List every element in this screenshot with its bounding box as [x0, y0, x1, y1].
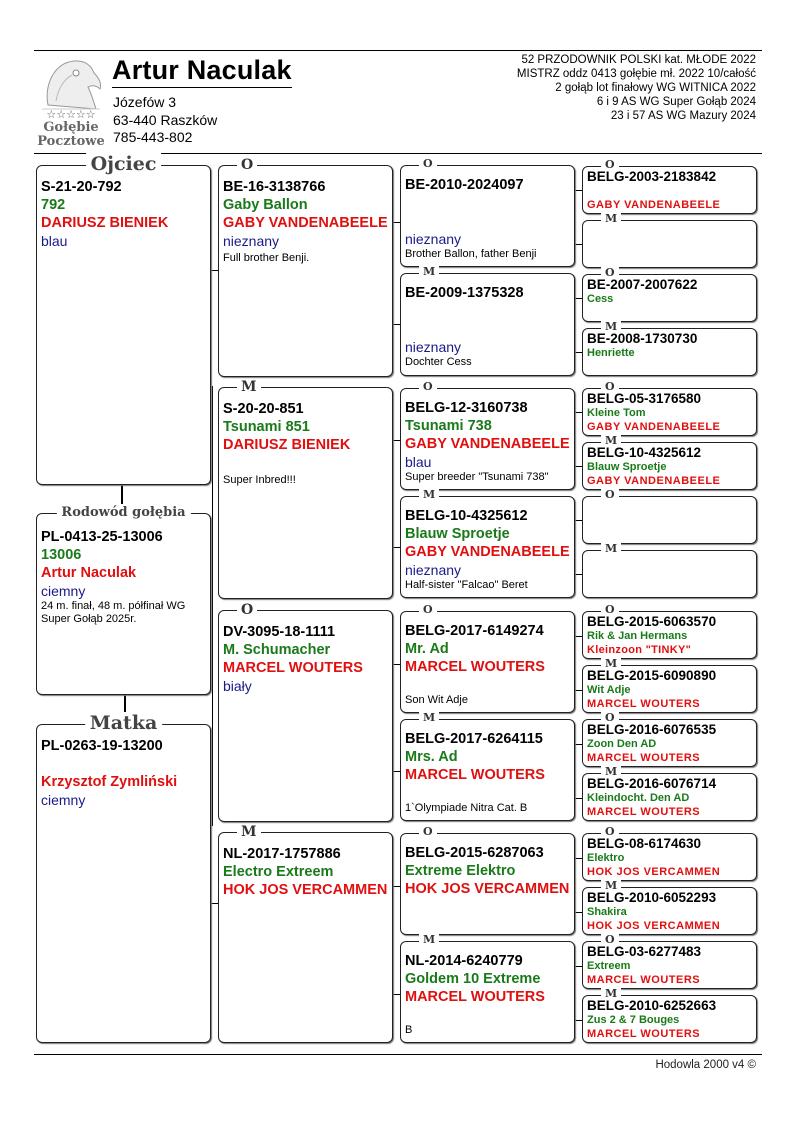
ring-number: BELG-2003-2183842	[587, 169, 717, 184]
connector-line	[392, 994, 400, 995]
gen3-card[interactable]	[400, 603, 575, 713]
ring-number: PL-0413-25-13006	[41, 529, 163, 545]
parent-label: M	[237, 379, 261, 395]
achievement: 2 gołąb lot finałowy WG WITNICA 2022	[555, 82, 756, 94]
connector-line	[574, 520, 582, 521]
owner-phone: 785-443-802	[113, 129, 193, 145]
note: Dochter Cess	[405, 356, 472, 368]
gen4-card[interactable]	[582, 158, 757, 214]
gen2-card[interactable]	[218, 157, 393, 377]
breeder: GABY VANDENABEELE	[587, 199, 721, 211]
color: nieznany	[405, 231, 462, 247]
breeder: GABY VANDENABEELE	[405, 436, 570, 452]
ring-number: BELG-10-4325612	[405, 508, 528, 524]
pigeon-name-empty	[41, 755, 207, 773]
breeder: GABY VANDENABEELE	[587, 421, 721, 433]
parent-label: O	[601, 603, 619, 617]
ring-number: PL-0263-19-13200	[41, 738, 163, 754]
ring-number: BELG-2010-6052293	[587, 890, 717, 905]
connector-line	[212, 386, 213, 826]
connector-line	[574, 690, 582, 691]
ring-number: BE-2010-2024097	[405, 177, 524, 193]
breeder: HOK JOS VERCAMMEN	[223, 882, 388, 898]
ring-number: BELG-2017-6264115	[405, 731, 543, 747]
top-rule	[34, 50, 762, 51]
connector-line	[392, 771, 400, 772]
note: 24 m. finał, 48 m. półfinał WG Super Gołąb 2025r.	[41, 600, 186, 625]
pigeon-name: Henriette	[587, 347, 635, 359]
pigeon-name: Goldem 10 Extreme	[405, 971, 541, 987]
pigeon-name: Extreem	[587, 960, 631, 972]
color: nieznany	[223, 233, 280, 249]
owner-address-city: 63-440 Raszków	[113, 112, 218, 128]
footer-text: Hodowla 2000 v4 ©	[655, 1059, 756, 1071]
ring-number: BELG-03-6277483	[587, 944, 702, 959]
breeder: MARCEL WOUTERS	[587, 806, 701, 818]
connector-line	[574, 298, 582, 299]
parent-label: M	[419, 711, 439, 725]
parent-label: M	[601, 987, 621, 1001]
color: blau	[405, 454, 432, 470]
parent-label: O	[601, 158, 619, 172]
pigeon-name: Mr. Ad	[405, 641, 449, 657]
connector-line	[392, 664, 400, 665]
gen2-card[interactable]	[218, 602, 393, 822]
connector-line	[574, 466, 582, 467]
parent-label: M	[601, 320, 621, 334]
father-label: Ojciec	[86, 153, 162, 175]
pigeon-name: Extreme Elektro	[405, 863, 516, 879]
parent-label: O	[419, 825, 437, 839]
gen4-card[interactable]	[582, 765, 757, 821]
color: nieznany	[405, 562, 462, 578]
breeder: Kleinzoon "TINKY"	[587, 644, 692, 656]
pigeon-name: Electro Extreem	[223, 864, 334, 880]
parent-label: M	[601, 212, 621, 226]
breeder: Artur Naculak	[41, 565, 137, 581]
svg-text:Gołębie: Gołębie	[43, 120, 99, 135]
parent-label: O	[237, 157, 257, 173]
stars-icon: ☆☆☆☆☆	[46, 108, 96, 121]
svg-text:Pocztowe: Pocztowe	[37, 134, 105, 147]
pigeon-name: Tsunami 851	[223, 419, 310, 435]
pigeon-name: Gaby Ballon	[223, 197, 308, 213]
ring-number: BELG-2015-6287063	[405, 845, 544, 861]
gen3-card[interactable]	[400, 825, 575, 935]
ring-number: NL-2014-6240779	[405, 953, 523, 969]
note: Half-sister "Falcao" Beret	[405, 579, 528, 591]
pigeon-name: Wit Adje	[587, 684, 631, 696]
breeder: MARCEL WOUTERS	[587, 698, 701, 710]
parent-label: O	[601, 933, 619, 947]
connector-line	[574, 1020, 582, 1021]
connector-line	[392, 324, 400, 325]
connector-line	[574, 244, 582, 245]
breeder: MARCEL WOUTERS	[405, 989, 545, 1005]
parent-label: M	[601, 879, 621, 893]
subject-card[interactable]	[36, 505, 211, 695]
gen3-card[interactable]	[400, 380, 575, 490]
pigeon-name: Kleine Tom	[587, 407, 646, 419]
color: blau	[41, 233, 68, 249]
pigeon-name: Blauw Sproetje	[405, 526, 510, 542]
ring-number: BELG-05-3176580	[587, 391, 702, 406]
gen4-card[interactable]	[582, 825, 757, 881]
parent-label: O	[419, 603, 437, 617]
ring-number: DV-3095-18-1111	[223, 624, 336, 640]
breeder: GABY VANDENABEELE	[587, 475, 721, 487]
gen4-card[interactable]	[582, 987, 757, 1043]
breeder: MARCEL WOUTERS	[405, 659, 545, 675]
pigeon-name: Kleindocht. Den AD	[587, 792, 690, 804]
ring-number: BELG-2016-6076714	[587, 776, 717, 791]
achievements-list	[517, 53, 756, 123]
note: B	[405, 1024, 413, 1036]
gen4-card[interactable]	[582, 603, 757, 659]
connector-line	[574, 858, 582, 859]
pigeon-name-empty	[587, 185, 753, 198]
ring-number: BELG-08-6174630	[587, 836, 702, 851]
gen4-card[interactable]	[582, 711, 757, 767]
ring-number: S-20-20-851	[223, 401, 304, 417]
parent-label: O	[601, 488, 619, 502]
ring-number: BELG-2015-6090890	[587, 668, 717, 683]
note: Brother Ballon, father Benji	[405, 248, 537, 260]
gen4-card[interactable]	[582, 320, 757, 376]
note: Super breeder "Tsunami 738"	[405, 471, 549, 483]
ring-number: BELG-2015-6063570	[587, 614, 717, 629]
note: Super Inbred!!!	[223, 474, 296, 486]
gen4-card[interactable]	[582, 434, 757, 490]
ring-number: BELG-12-3160738	[405, 400, 528, 416]
connector-line	[574, 912, 582, 913]
breeder: Krzysztof Zymliński	[41, 774, 178, 790]
color: ciemny	[41, 792, 86, 808]
father-card[interactable]	[36, 153, 211, 485]
subject-label: Rodowód gołębia	[56, 504, 190, 522]
ring-number: S-21-20-792	[41, 179, 122, 195]
pigeon-name: Elektro	[587, 852, 625, 864]
achievement: 6 i 9 AS WG Super Gołąb 2024	[596, 96, 756, 108]
gen4-card-empty[interactable]	[582, 542, 757, 598]
pigeon-head-icon	[34, 55, 108, 147]
gen3-card[interactable]	[400, 265, 575, 376]
breeder: MARCEL WOUTERS	[405, 767, 545, 783]
pigeon-name: Zus 2 & 7 Bouges	[587, 1014, 680, 1026]
color: nieznany	[405, 339, 462, 355]
parent-label: M	[601, 542, 621, 556]
gen3-card[interactable]	[400, 157, 575, 267]
ring-number: BE-2007-2007622	[587, 277, 698, 292]
gen4-card-empty[interactable]	[582, 488, 757, 544]
pigeon-name: Rik & Jan Hermans	[587, 630, 688, 642]
gen3-card[interactable]	[400, 711, 575, 821]
pigeon-name: Tsunami 738	[405, 418, 492, 434]
breeder: MARCEL WOUTERS	[223, 660, 363, 676]
pigeon-name: Mrs. Ad	[405, 749, 458, 765]
ring-number: BE-2009-1375328	[405, 285, 524, 301]
parent-label: O	[601, 711, 619, 725]
pigeon-name: Cess	[587, 293, 614, 305]
pigeon-name: Blauw Sproetje	[587, 461, 667, 473]
breeder: DARIUSZ BIENIEK	[41, 215, 169, 231]
parent-label: M	[601, 657, 621, 671]
pigeon-name: 792	[41, 197, 66, 213]
owner-name: Artur Naculak	[112, 54, 292, 88]
parent-label: M	[601, 765, 621, 779]
mother-label: Matka	[85, 712, 163, 734]
pigeon-logo	[34, 55, 108, 147]
achievement: 23 i 57 AS WG Mazury 2024	[610, 110, 756, 122]
connector-line	[574, 636, 582, 637]
ring-number: BE-2008-1730730	[587, 331, 698, 346]
ring-number: BELG-2017-6149274	[405, 623, 544, 639]
pigeon-name: 13006	[41, 547, 82, 563]
parent-label: M	[419, 265, 439, 279]
breeder: GABY VANDENABEELE	[405, 544, 570, 560]
achievement: 52 PRZODOWNIK POLSKI kat. MŁODE 2022	[521, 54, 756, 66]
parent-label: M	[601, 434, 621, 448]
parent-label: M	[419, 933, 439, 947]
breeder: MARCEL WOUTERS	[587, 752, 701, 764]
gen4-card[interactable]	[582, 933, 757, 989]
connector-line	[574, 798, 582, 799]
owner-address-street: Józefów 3	[113, 94, 177, 110]
parent-label: M	[237, 824, 261, 840]
note: Full brother Benji.	[223, 252, 310, 264]
parent-label: O	[419, 380, 437, 394]
gen3-card[interactable]	[400, 488, 575, 598]
ring-number: NL-2017-1757886	[223, 846, 341, 862]
pigeon-name: Zoon Den AD	[587, 738, 657, 750]
ring-number: BE-16-3138766	[223, 179, 326, 195]
connector-line	[574, 412, 582, 413]
breeder: HOK JOS VERCAMMEN	[587, 866, 721, 878]
gen4-card[interactable]	[582, 380, 757, 436]
breeder: MARCEL WOUTERS	[587, 974, 701, 986]
connector-line	[574, 744, 582, 745]
breeder: MARCEL WOUTERS	[587, 1028, 701, 1040]
connector-line	[574, 352, 582, 353]
note: Son Wit Adje	[405, 694, 468, 706]
pigeon-name: M. Schumacher	[223, 642, 331, 658]
achievement: MISTRZ oddz 0413 gołębie mł. 2022 10/całość	[516, 68, 756, 80]
connector-line	[392, 886, 400, 887]
mother-card[interactable]	[36, 712, 211, 1043]
color: ciemny	[41, 583, 86, 599]
breeder: HOK JOS VERCAMMEN	[405, 881, 570, 897]
color: biały	[223, 678, 252, 694]
gen4-card[interactable]	[582, 266, 757, 322]
gen4-card[interactable]	[582, 879, 757, 935]
gen4-card[interactable]	[582, 657, 757, 713]
ring-number: BELG-2010-6252663	[587, 998, 717, 1013]
connector-line	[574, 190, 582, 191]
connector-line	[392, 440, 400, 441]
ring-number: BELG-10-4325612	[587, 445, 702, 460]
gen3-card[interactable]	[400, 933, 575, 1043]
gen2-card[interactable]	[218, 379, 393, 599]
pigeon-name: Shakira	[587, 906, 627, 918]
connector-line	[574, 574, 582, 575]
breeder: GABY VANDENABEELE	[223, 215, 388, 231]
gen4-card-empty[interactable]	[582, 212, 757, 268]
parent-label: O	[601, 266, 619, 280]
parent-label: O	[237, 602, 257, 618]
connector-line	[392, 547, 400, 548]
parent-label: M	[419, 488, 439, 502]
connector-line	[574, 966, 582, 967]
parent-label: O	[601, 825, 619, 839]
breeder: DARIUSZ BIENIEK	[223, 437, 351, 453]
color-empty	[223, 454, 389, 472]
footer-rule	[34, 1054, 762, 1055]
parent-label: O	[419, 157, 437, 171]
breeder: HOK JOS VERCAMMEN	[587, 920, 721, 932]
connector-line	[392, 222, 400, 223]
note: 1`Olympiade Nitra Cat. B	[405, 802, 528, 814]
gen2-card[interactable]	[218, 824, 393, 1043]
ring-number: BELG-2016-6076535	[587, 722, 717, 737]
parent-label: O	[601, 380, 619, 394]
